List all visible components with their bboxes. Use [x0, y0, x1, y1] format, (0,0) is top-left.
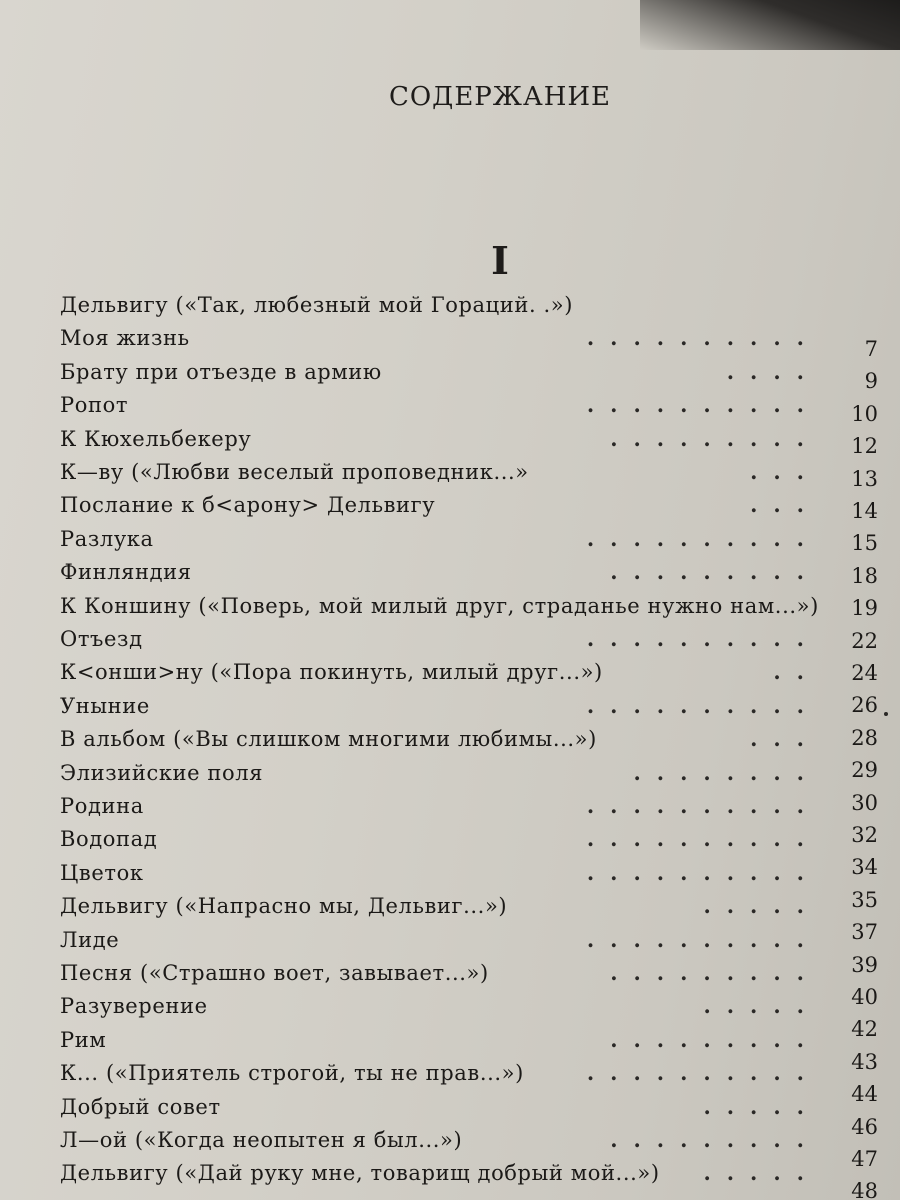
- toc-page-number: 30: [851, 790, 878, 815]
- toc-page-number: 35: [851, 887, 878, 912]
- toc-entry-title: Элизийские поля: [60, 760, 264, 785]
- dot-leader: ..........: [586, 692, 820, 718]
- toc-entry-title: Ропот: [60, 393, 129, 418]
- dot-leader: ..........: [586, 793, 820, 818]
- toc-entry-title: Разлука: [60, 526, 154, 551]
- toc-entry-title: Водопад: [60, 827, 158, 852]
- toc-page-number: 42: [851, 1017, 878, 1042]
- toc-entry: [60, 524, 820, 554]
- toc-page-number: 18: [851, 563, 878, 588]
- toc-entry: [60, 457, 820, 487]
- toc-page-number: 10: [851, 401, 878, 426]
- dot-leader: ..........: [586, 392, 820, 418]
- toc-page-number: 12: [851, 434, 878, 459]
- toc-entry-title: Финляндия: [60, 560, 192, 585]
- toc-entry: [60, 323, 820, 353]
- toc-entry: [60, 824, 820, 854]
- toc-page-number: 43: [851, 1049, 878, 1074]
- dot-leader: .........: [610, 960, 820, 985]
- paper-speck: [884, 712, 888, 716]
- toc-entry-title: Дельвигу («Напрасно мы, Дельвиг...»): [60, 894, 508, 919]
- toc-entry-title: К<онши>ну («Пора покинуть, милый друг...»): [60, 660, 603, 685]
- toc-page-number: 32: [851, 823, 878, 847]
- toc-page-number: 22: [851, 628, 878, 653]
- toc-entry-title: Цветок: [60, 860, 144, 885]
- toc-entry: [60, 1092, 820, 1122]
- toc-entry-title: Добрый совет: [60, 1094, 221, 1119]
- toc-entry: [60, 925, 820, 955]
- dot-leader: ..........: [586, 1060, 820, 1086]
- toc-page-number: 15: [851, 531, 878, 556]
- dot-leader: ..........: [586, 325, 820, 351]
- toc-page-number: 19: [851, 596, 878, 621]
- toc-entry: [60, 390, 820, 420]
- dot-leader: .........: [610, 425, 820, 451]
- toc-page-number: 47: [851, 1147, 878, 1171]
- toc-page-number: 44: [851, 1082, 878, 1107]
- toc-entry: [60, 1025, 820, 1055]
- toc-entry: [60, 958, 820, 988]
- toc-entry: [60, 1058, 820, 1088]
- dot-leader: ..........: [586, 859, 820, 885]
- dot-leader: ..........: [586, 826, 820, 852]
- dot-leader: .........: [610, 559, 820, 585]
- toc-entry: [60, 858, 820, 888]
- toc-page-number: 37: [851, 920, 878, 945]
- dot-leader: ..........: [586, 525, 820, 551]
- dot-leader: ...: [750, 726, 820, 752]
- toc-entry-title: Отъезд: [60, 627, 143, 651]
- toc-entry-title: Дельвигу («Дай руку мне, товарищ добрый мой...»): [60, 1161, 660, 1186]
- toc-entry: [60, 691, 820, 721]
- toc-entry: [60, 624, 820, 654]
- dot-leader: ...: [750, 492, 820, 518]
- dot-leader: ....: [726, 358, 820, 384]
- dot-leader: .........: [610, 1026, 820, 1052]
- toc-entry: [60, 891, 820, 921]
- dot-leader: ..........: [586, 926, 820, 952]
- toc-page-number: 26: [851, 693, 878, 718]
- toc-entry-title: К... («Приятель строгой, ты не прав...»): [60, 1061, 524, 1086]
- toc-entry-title: Лиде: [60, 927, 120, 952]
- dot-leader: .....: [703, 993, 820, 1019]
- dot-leader: .....: [703, 1093, 820, 1119]
- toc-entry-title: Моя жизнь: [60, 326, 190, 351]
- toc-entry-title: К Кюхельбекеру: [60, 426, 252, 451]
- toc-entry: [60, 991, 820, 1021]
- toc-entry: [60, 758, 820, 788]
- toc-page-number: 24: [851, 661, 878, 685]
- toc-entry-title: Песня («Страшно воет, завывает...»): [60, 961, 489, 985]
- toc-entry-title: Рим: [60, 1027, 107, 1052]
- dot-leader: .....: [703, 1160, 820, 1186]
- toc-page-number: 40: [851, 985, 878, 1009]
- toc-entry: [60, 557, 820, 587]
- toc-entry: [60, 424, 820, 454]
- toc-entry-title: К—ву («Любви веселый проповедник...»: [60, 460, 529, 484]
- toc-page-number: 28: [851, 725, 878, 750]
- toc-entry-title: В альбом («Вы слишком многими любимы...»): [60, 727, 597, 752]
- toc-entry: [60, 1125, 820, 1155]
- toc-page-number: 39: [851, 952, 878, 977]
- toc-entry: [60, 1158, 820, 1188]
- page-title: СОДЕРЖАНИЕ: [388, 82, 612, 112]
- part-number: I: [491, 238, 509, 283]
- toc-entry: [60, 490, 820, 520]
- toc-entry: [60, 591, 820, 621]
- toc-page-number: 48: [851, 1179, 878, 1200]
- toc-entry-title: К Коншину («Поверь, мой милый друг, страданье нужно нам...»): [60, 593, 819, 618]
- toc-page-number: 13: [851, 466, 878, 491]
- toc-entry: [60, 357, 820, 387]
- toc-page-number: 34: [851, 855, 878, 880]
- toc-entry: [60, 791, 820, 821]
- toc-entry-title: Уныние: [60, 693, 150, 718]
- toc-entry-title: Дельвигу («Так, любезный мой Гораций. .»): [60, 293, 574, 317]
- dot-leader: ..........: [586, 626, 820, 651]
- toc-page-number: 29: [851, 758, 878, 783]
- dot-leader: ..: [773, 659, 820, 685]
- toc-entry: [60, 290, 820, 320]
- toc-entry: [60, 657, 820, 687]
- dot-leader: ........: [633, 759, 820, 785]
- dot-leader: .....: [703, 893, 820, 919]
- toc-page-number: 14: [851, 499, 878, 523]
- toc-page-number: 7: [864, 337, 878, 361]
- dot-leader: ...: [750, 459, 820, 484]
- toc-entry-title: Л—ой («Когда неопытен я был...»): [60, 1128, 463, 1152]
- toc-page-number: 9: [864, 369, 878, 394]
- toc-entry: [60, 724, 820, 754]
- toc-entry-title: Родина: [60, 794, 144, 818]
- toc-page-number: 46: [851, 1114, 878, 1139]
- toc-entry-title: Разуверение: [60, 994, 208, 1019]
- toc-entry-title: Послание к б<арону> Дельвигу: [60, 493, 436, 518]
- dot-leader: .........: [610, 1127, 820, 1152]
- toc-entry-title: Брату при отъезде в армию: [60, 359, 382, 384]
